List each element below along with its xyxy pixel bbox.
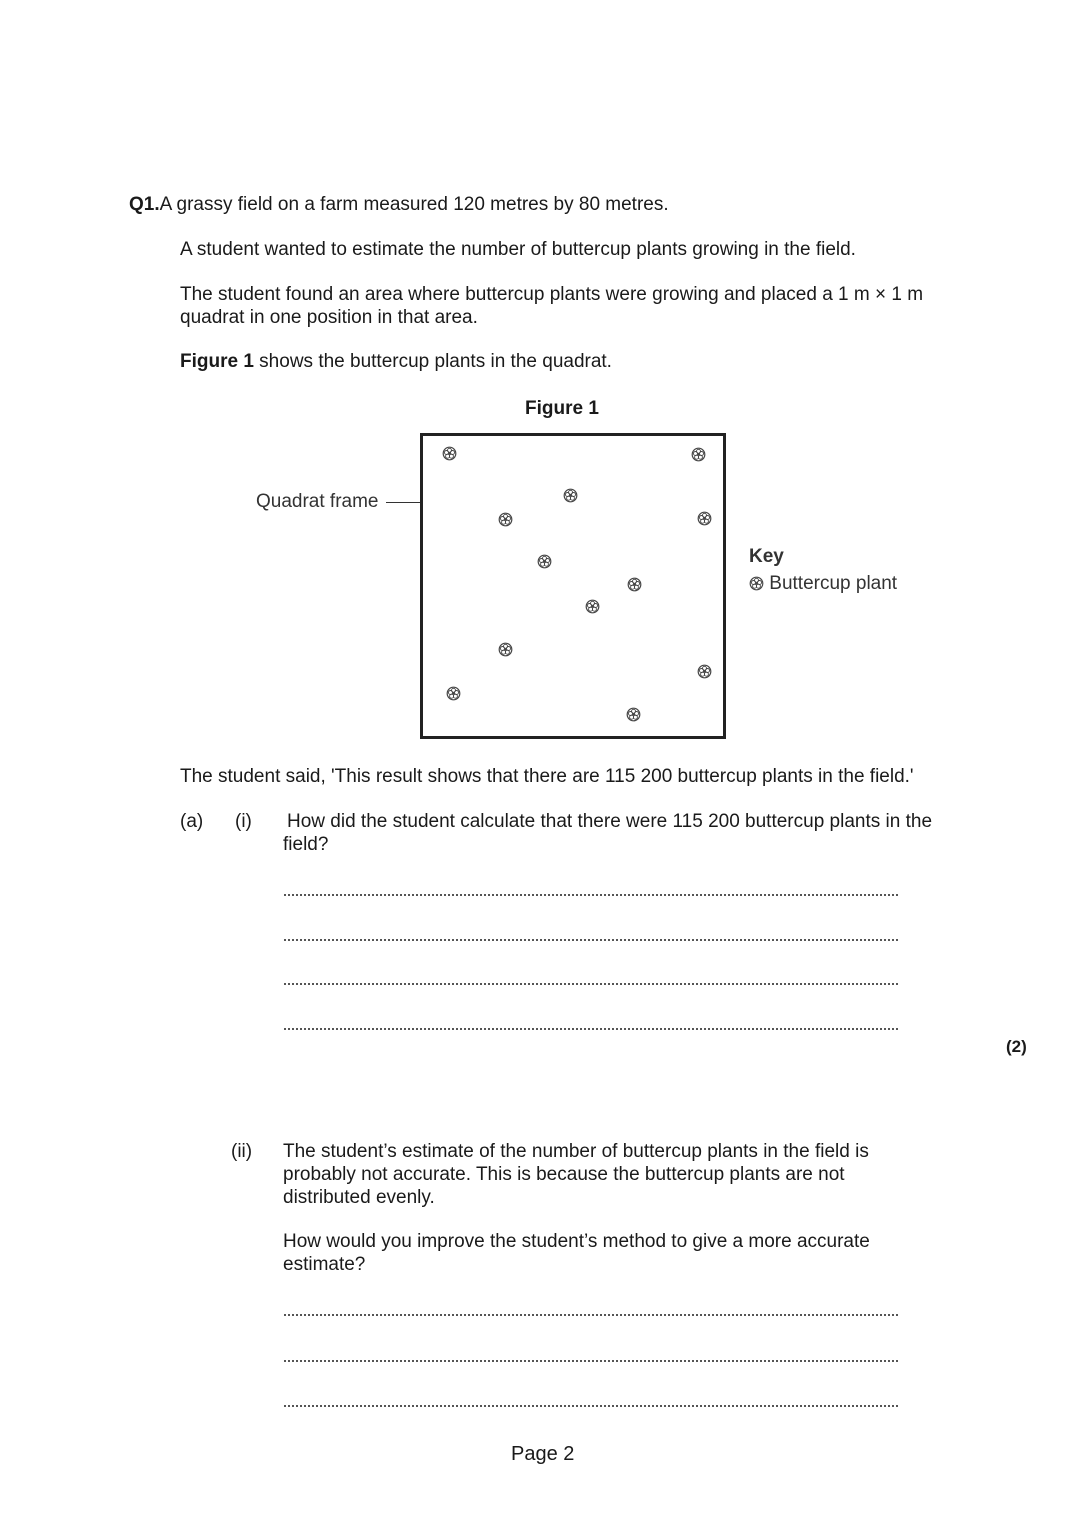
- buttercup-plant-icon: [697, 664, 712, 679]
- question-number: Q1.: [129, 194, 160, 215]
- buttercup-plant-icon: [442, 446, 457, 461]
- buttercup-plant-icon: [691, 447, 706, 462]
- paragraph-3: [180, 350, 612, 373]
- buttercup-plant-icon: [446, 686, 461, 701]
- paragraph-1: A student wanted to estimate the number of buttercup plants growing in the field.: [180, 239, 856, 260]
- key-title: Key: [749, 546, 784, 567]
- part-ii-label: (ii): [231, 1141, 253, 1162]
- question-intro: [129, 193, 669, 216]
- answer-line[interactable]: [284, 1358, 898, 1362]
- figure-title: Figure 1: [525, 398, 599, 419]
- answer-line[interactable]: [284, 1403, 898, 1407]
- part-ii-question-line-1: How would you improve the student’s method to give a more accurate: [283, 1231, 870, 1252]
- quadrat-frame-label: Quadrat frame: [256, 491, 379, 512]
- page-number: Page 2: [511, 1443, 575, 1465]
- part-i-question-line-1: How did the student calculate that there were 115 200 buttercup plants in the: [287, 811, 933, 832]
- buttercup-plant-icon: [627, 577, 642, 592]
- part-i-label: (i): [235, 811, 252, 832]
- buttercup-plant-icon: [563, 488, 578, 503]
- buttercup-plant-icon: [749, 576, 764, 591]
- part-i-question-line-2: field?: [283, 834, 329, 855]
- quadrat-frame: [420, 433, 726, 739]
- part-ii-text-line-1: The student’s estimate of the number of buttercup plants in the field is: [283, 1141, 869, 1162]
- part-ii-question-line-2: estimate?: [283, 1254, 366, 1275]
- answer-line[interactable]: [284, 1026, 898, 1030]
- key-item-label: Buttercup plant: [769, 573, 898, 594]
- buttercup-plant-icon: [537, 554, 552, 569]
- buttercup-plant-icon: [626, 707, 641, 722]
- paragraph-3-text: shows the buttercup plants in the quadrat.: [253, 351, 612, 372]
- paragraph-2-line-2: quadrat in one position in that area.: [180, 307, 478, 328]
- part-ii-text-line-2: probably not accurate. This is because the buttercup plants are not: [283, 1164, 845, 1185]
- marks-badge: (2): [1006, 1037, 1027, 1056]
- answer-line[interactable]: [284, 937, 898, 941]
- figure-reference: Figure 1: [180, 351, 254, 372]
- paragraph-2-line-1: The student found an area where buttercup plants were growing and placed a 1 m × 1 m: [180, 284, 924, 305]
- buttercup-plant-icon: [498, 512, 513, 527]
- part-a-label: (a): [180, 811, 204, 832]
- key-item: [749, 572, 897, 595]
- student-statement: The student said, 'This result shows that there are 115 200 buttercup plants in the field.': [180, 766, 914, 787]
- answer-line[interactable]: [284, 1312, 898, 1316]
- buttercup-plant-icon: [697, 511, 712, 526]
- label-leader-line: [386, 502, 422, 503]
- answer-line[interactable]: [284, 892, 898, 896]
- answer-line[interactable]: [284, 981, 898, 985]
- buttercup-plant-icon: [498, 642, 513, 657]
- part-ii-text-line-3: distributed evenly.: [283, 1187, 435, 1208]
- buttercup-plant-icon: [585, 599, 600, 614]
- question-intro-text: A grassy field on a farm measured 120 metres by 80 metres.: [159, 194, 669, 215]
